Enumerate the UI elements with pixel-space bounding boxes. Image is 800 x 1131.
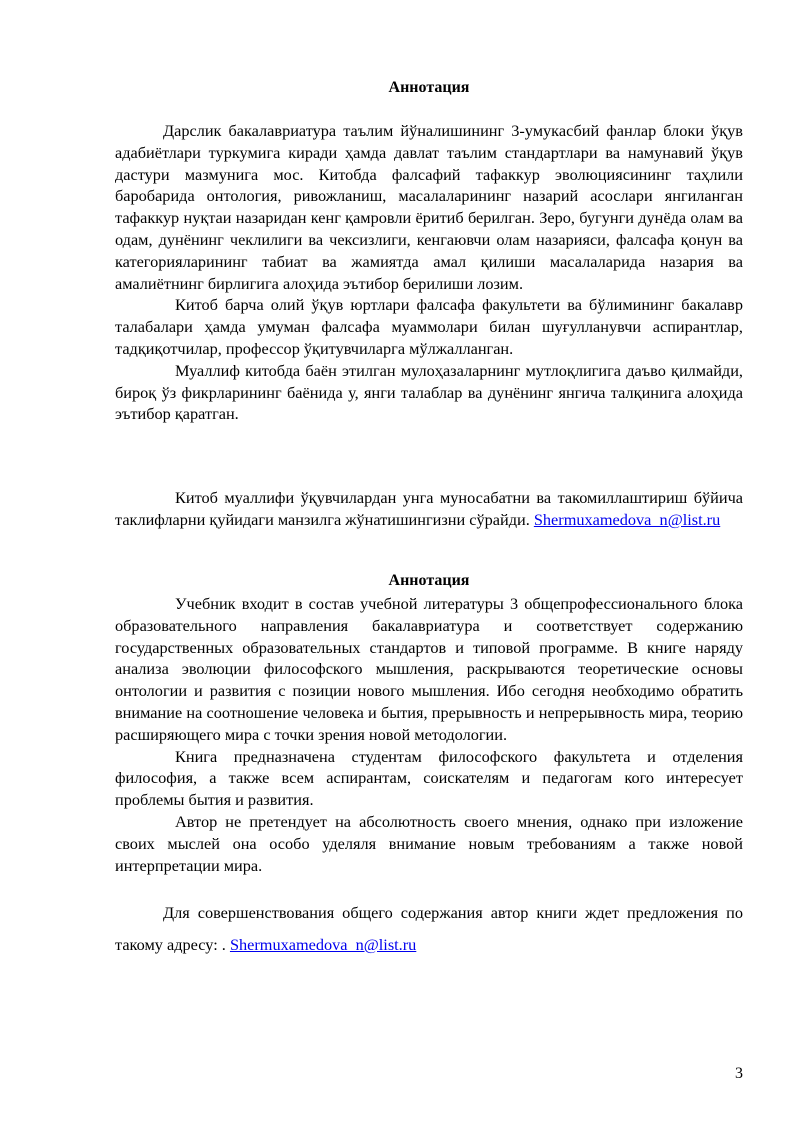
ru-paragraph-1: Учебник входит в состав учебной литературы 3 общепрофессионального блока образовательного направления бакалавриатура и соответствует содержанию государственных образовательных стандартов и типовой программе. В книге наряду анализа эволюции философского мышления, раскрываются теоретические основы онтологии и развития с позиции нового мышления. Ибо сегодня необходимо обратить внимание на соотношение человека и бытия, прерывность и непрерывность мира, теорию расширяющего мира с точки зрения новой методологии. <box>115 594 743 744</box>
uz-contact-text: Китоб муаллифи ўқувчилардан унга муносабатни ва такомиллаштириш бўйича таклифларни қуйидаги манзилга жўнатишингизни сўрайди. <box>115 488 743 529</box>
ru-contact-text: Для совершенствования общего содержания автор книги ждет предложения по такому адресу: . <box>115 903 743 954</box>
uz-paragraph-1: Дарслик бакалавриатура таълим йўналишининг 3-умукасбий фанлар блоки ўқув адабиётлари туркумига киради ҳамда давлат таълим стандартлари ва намунавий ўқув дастури мазмунига мос. Китобда фалсафий тафаккур эволюциясининг таҳлили баробарида онтология, ривожланиш, масалаларининг назарий асослари янгиланган тафаккур нуқтаи назаридан кенг қамровли ёритиб берилган. Зеро, бугунги дунёда олам ва одам, дунёнинг чеклилиги ва чексизлиги, кенгаювчи олам назарияси, фалсафа қонун ва категорияларининг табиат ва жамиятда амал қилиши масалаларида назария ва амалиётнинг бирлигига алоҳида эътибор берилиши лозим. <box>115 121 743 293</box>
ru-paragraph-3: Автор не претендует на абсолютность своего мнения, однако при изложение своих мыслей она особо уделяля внимание новым требованиям а также новой интерпретации мира. <box>115 811 743 875</box>
uz-annotation-title: Аннотация <box>388 79 470 96</box>
ru-annotation-title: Аннотация <box>388 572 470 589</box>
uz-contact-block <box>115 487 743 531</box>
ru-paragraph-2: Книга предназначена студентам философского факультета и отделения философия, а также всем аспирантам, соискателям и педагогам кого интересует проблемы бытия и развития. <box>115 746 743 810</box>
ru-contact-paragraph <box>115 897 743 961</box>
ru-annotation-body <box>115 593 743 876</box>
ru-contact-block <box>115 897 743 961</box>
uz-email-link[interactable]: Shermuxamedova_n@list.ru <box>533 509 721 529</box>
uz-contact-paragraph <box>115 487 743 531</box>
ru-email-link[interactable]: Shermuxamedova_n@list.ru <box>229 935 417 954</box>
page-number: 3 <box>735 1065 743 1082</box>
uz-paragraph-3: Муаллиф китобда баён этилган мулоҳазаларнинг мутлоқлигига даъво қилмайди, бироқ ўз фикрларининг баёнида у, янги талаблар ва дунёнинг янгича талқинига алоҳида эътибор қаратган. <box>115 360 743 424</box>
uz-paragraph-2: Китоб барча олий ўқув юртлари фалсафа факультети ва бўлимининг бакалавр талабалари ҳамда умуман фалсафа муаммолари билан шуғулланувчи аспирантлар, тадқиқотчилар, профессор ўқитувчиларга мўлжалланган. <box>115 295 743 358</box>
uz-annotation-body <box>115 120 743 425</box>
